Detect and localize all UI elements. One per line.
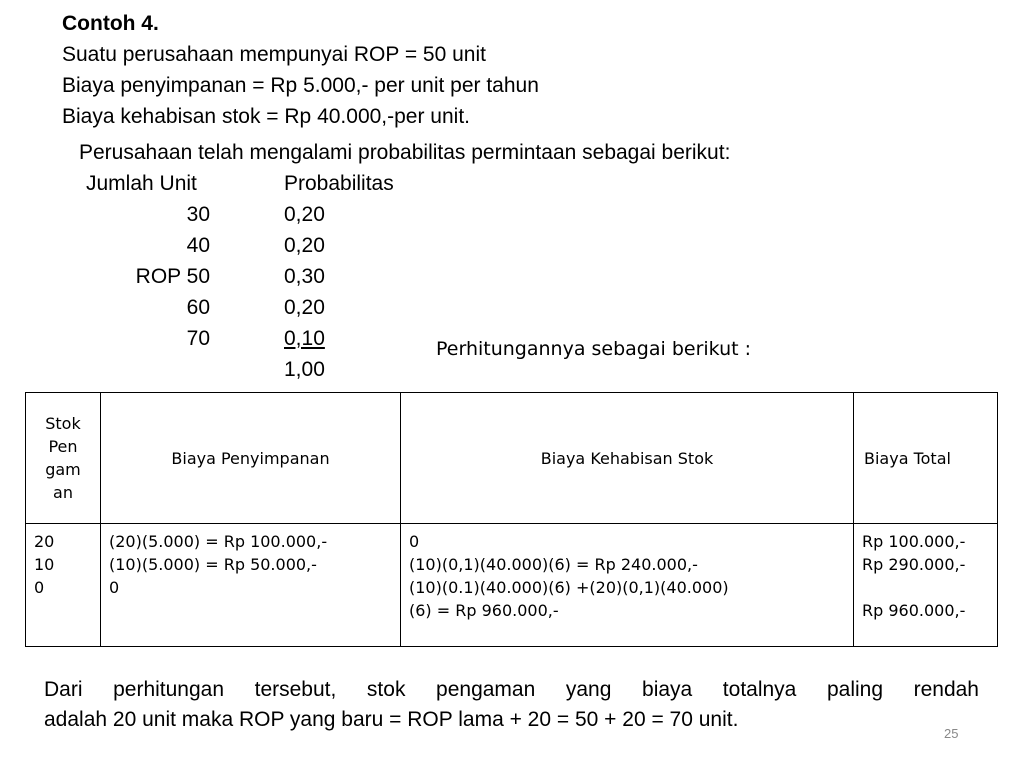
probability-value: 0,10 — [284, 327, 325, 350]
statement-line: Suatu perusahaan mempunyai ROP = 50 unit — [62, 43, 486, 66]
safety-stock-cell — [26, 524, 101, 647]
probability-value: 0,20 — [284, 296, 325, 319]
probability-value: 0,20 — [284, 203, 325, 226]
stockout-cost-cell — [401, 524, 854, 647]
cell-line: (10)(5.000) = Rp 50.000,- — [109, 555, 317, 574]
cell-line: 0 — [109, 578, 120, 597]
cell-line: Rp 100.000,- — [862, 532, 966, 551]
probability-total: 1,00 — [284, 358, 325, 381]
cell-line: 0 — [409, 532, 420, 551]
probability-row — [0, 292, 440, 323]
probability-row — [0, 199, 440, 230]
conclusion-line: Dari perhitungan tersebut, stok pengaman yang biaya totalnya paling rendah — [44, 678, 979, 701]
problem-statement — [62, 8, 539, 132]
cell-line: Rp 290.000,- — [862, 555, 966, 574]
unit-value: 60 — [186, 296, 210, 319]
cost-table-header-row — [26, 393, 998, 524]
unit-value: ROP 50 — [135, 265, 210, 288]
page-number: 25 — [944, 726, 959, 741]
storage-cost-header: Biaya Penyimpanan — [101, 393, 401, 524]
conclusion-line: adalah 20 unit maka ROP yang baru = ROP lama + 20 = 50 + 20 = 70 unit. — [44, 708, 739, 731]
example-title: Contoh 4. — [62, 12, 159, 35]
calculation-label: Perhitungannya sebagai berikut : — [436, 338, 752, 360]
safety-stock-cost-table — [25, 392, 998, 647]
probability-row — [0, 261, 440, 292]
stockout-cost-header: Biaya Kehabisan Stok — [401, 393, 854, 524]
probability-column-header: Probabilitas — [284, 172, 394, 195]
probability-table — [0, 168, 440, 385]
unit-value: 40 — [186, 234, 210, 257]
statement-line: Biaya kehabisan stok = Rp 40.000,-per unit. — [62, 105, 471, 128]
cost-table-row — [26, 524, 998, 647]
probability-row — [0, 230, 440, 261]
probability-value: 0,20 — [284, 234, 325, 257]
probability-header-row — [0, 168, 440, 199]
probability-value: 0,30 — [284, 265, 325, 288]
statement-line: Biaya penyimpanan = Rp 5.000,- per unit per tahun — [62, 74, 539, 97]
unit-value: 30 — [186, 203, 210, 226]
total-cost-cell — [854, 524, 998, 647]
cell-line: 0 — [34, 578, 45, 597]
header-text: an — [53, 483, 73, 502]
cell-line: 10 — [34, 555, 55, 574]
safety-stock-header — [26, 393, 101, 524]
header-text: Pen — [48, 437, 78, 456]
cell-line — [862, 576, 989, 599]
storage-cost-cell — [101, 524, 401, 647]
probability-total-row — [0, 354, 440, 385]
cell-line: (6) = Rp 960.000,- — [409, 601, 559, 620]
header-text: gam — [45, 460, 81, 479]
cell-line: (10)(0.1)(40.000)(6) +(20)(0,1)(40.000) — [409, 578, 729, 597]
cell-line: (10)(0,1)(40.000)(6) = Rp 240.000,- — [409, 555, 698, 574]
cell-line: (20)(5.000) = Rp 100.000,- — [109, 532, 328, 551]
cell-line: Rp 960.000,- — [862, 601, 966, 620]
total-cost-header: Biaya Total — [854, 393, 998, 524]
unit-value: 70 — [186, 327, 210, 350]
cell-line: 20 — [34, 532, 55, 551]
probability-row — [0, 323, 440, 354]
unit-column-header: Jumlah Unit — [86, 172, 197, 195]
header-text: Stok — [45, 414, 81, 433]
probability-lead-text: Perusahaan telah mengalami probabilitas permintaan sebagai berikut: — [79, 141, 731, 164]
conclusion-paragraph — [44, 675, 979, 735]
